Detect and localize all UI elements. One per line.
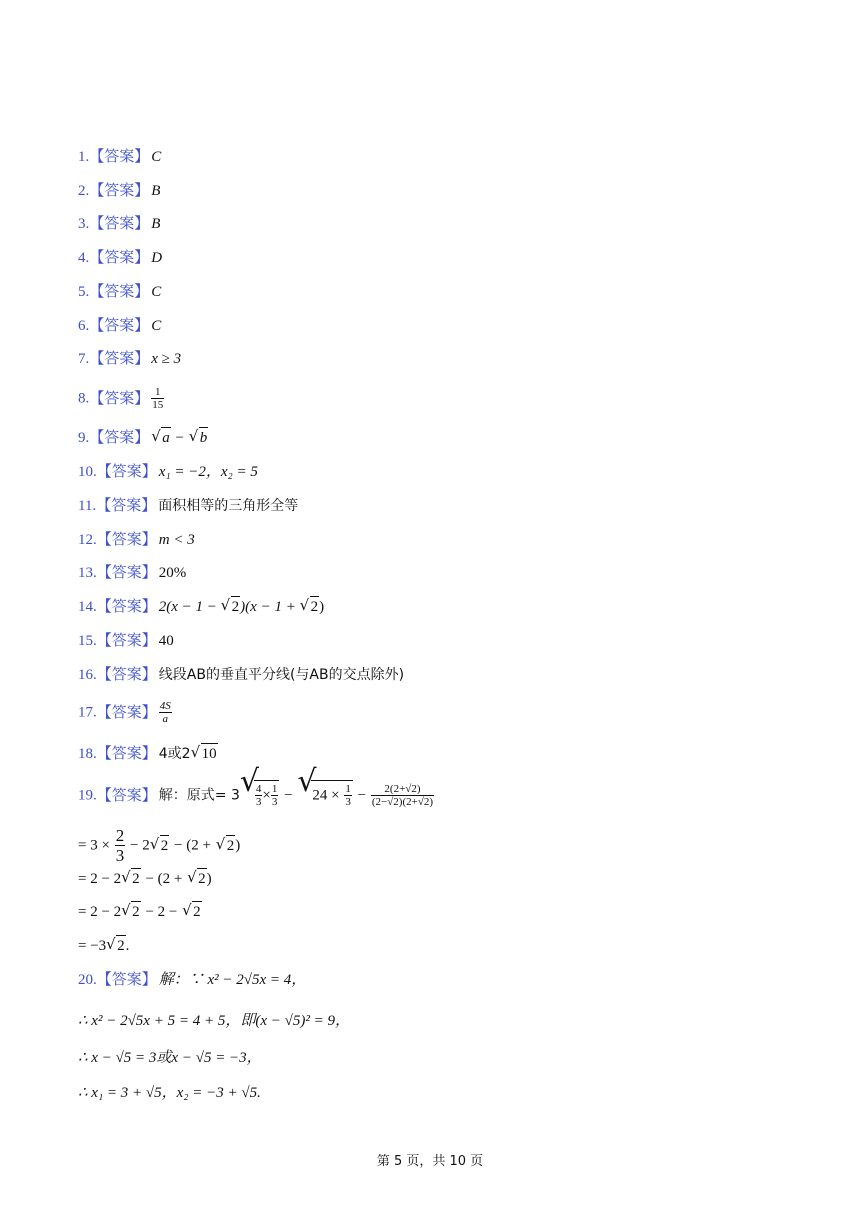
answer-text: C (151, 318, 162, 334)
item-number: 13. (78, 565, 97, 581)
answer-tag: 【答案】 (89, 250, 150, 266)
answer-text: 40 (158, 633, 174, 649)
minus-sign: − (175, 430, 185, 446)
answer-text: x₁ = −2，x₂ = 5 (158, 464, 258, 480)
item-number: 17. (78, 704, 97, 721)
item-number: 1. (78, 149, 90, 165)
answer-line-5 (78, 281, 161, 302)
answer-line-14 (78, 596, 324, 617)
answer-tag: 【答案】 (89, 183, 150, 199)
sqrt-2: √ 2 (121, 868, 141, 889)
answer-text: x ≥ 3 (151, 351, 182, 367)
answer-line-18 (78, 743, 218, 764)
answer-tag: 【答案】 (96, 498, 157, 514)
answer-tag: 【答案】 (89, 318, 150, 334)
item-number: 14. (78, 599, 97, 615)
answer-line-2 (78, 180, 160, 201)
answer-tag: 【答案】 (89, 216, 150, 232)
item-number: 2. (78, 183, 90, 199)
answer-text: 20% (158, 565, 187, 581)
answer-fraction (151, 386, 164, 411)
sqrt-2: √ 2 (187, 868, 207, 889)
answer-line-13 (78, 562, 186, 583)
page-footer: 第 5 页，共 10 页 (376, 1154, 484, 1169)
fraction-denominator: a (162, 713, 169, 725)
item-number: 7. (78, 351, 90, 367)
answer-line-11 (78, 495, 298, 516)
item-number: 18. (78, 746, 97, 762)
answer-tag: 【答案】 (89, 430, 150, 446)
step19-3: = 2 − 2√ 2 − 2 − √ 2 (78, 901, 202, 922)
answer-line-4 (78, 247, 162, 268)
answer-text: B (151, 183, 161, 199)
expr-part: )(x − 1 + (240, 599, 300, 615)
answer-tag: 【答案】 (96, 464, 157, 480)
expr-part: 4或2 (158, 746, 191, 762)
answer-tag: 【答案】 (89, 351, 150, 367)
answer-tag: 【答案】 (96, 633, 157, 649)
sqrt-product: √ 24 × $\frac{1}{3}$ (297, 780, 353, 808)
answer-line-19: 19.【答案】 解：原式= 3 √ $\frac{4}{3}$ × $\frac{1}{3}$ − √ 24 × $\frac{1}{3}$ − $\frac{2(2+√2)}{(2-√2)(2+√2)}$ (78, 780, 434, 808)
step19-4: = −3√ 2. (78, 935, 129, 956)
answer-tag: 【答案】 (96, 704, 157, 721)
item-number: 5. (78, 284, 90, 300)
step19-2: = 2 − 2√ 2 − (2 + √ 2) (78, 868, 212, 889)
answer-fraction (159, 700, 172, 725)
answer-text: C (151, 149, 162, 165)
answer-text: 解：∵ x² − 2√5x = 4， (158, 972, 307, 988)
answer-tag: 【答案】 (89, 390, 150, 407)
item-number: 4. (78, 250, 90, 266)
answer-line-12 (78, 529, 195, 550)
sqrt-2: √ 2 (106, 935, 126, 956)
step20-2: ∴ x − √5 = 3或x − √5 = −3， (78, 1050, 262, 1066)
fraction-numerator: 4S (159, 700, 171, 712)
item-number: 12. (78, 532, 97, 548)
sqrt-2: √ 2 (121, 901, 141, 922)
answer-tag: 【答案】 (96, 787, 157, 804)
expr-part: 2(x − 1 − (158, 599, 221, 615)
expr-part: ) (319, 599, 325, 615)
answer-line-20 (78, 969, 306, 990)
sqrt-10: √ 10 (191, 743, 218, 764)
sqrt-product: √ $\frac{4}{3}$ × $\frac{1}{3}$ (240, 780, 279, 808)
answer-text: C (151, 284, 162, 300)
item-number: 10. (78, 464, 97, 480)
item-number: 3. (78, 216, 90, 232)
step20-3: ∴ x₁ = 3 + √5，x₂ = −3 + √5. (78, 1085, 261, 1101)
fraction-denominator: 15 (152, 399, 164, 411)
item-number: 9. (78, 430, 90, 446)
item-number: 19. (78, 787, 97, 804)
item-number: 16. (78, 667, 97, 683)
fraction-numerator: 1 (151, 386, 164, 399)
answer-tag: 【答案】 (96, 599, 157, 615)
step20-1: ∴ x² − 2√5x + 5 = 4 + 5，即(x − √5)² = 9， (78, 1013, 350, 1029)
answer-line-3 (78, 213, 160, 234)
answer-tag: 【答案】 (89, 284, 150, 300)
fraction: $\frac{1}{3}$ (271, 783, 278, 808)
answer-tag: 【答案】 (96, 667, 157, 683)
step19-1: = 3 × $\frac{2}{3}$ − 2√ 2 − (2 + √ 2) (78, 826, 240, 865)
item-number: 8. (78, 390, 90, 407)
answer-text: 面积相等的三角形全等 (158, 498, 299, 514)
answer-text: D (151, 250, 163, 266)
fraction: $\frac{1}{3}$ (345, 783, 351, 808)
answer-line-10 (78, 461, 258, 482)
item-number: 20. (78, 972, 97, 988)
item-number: 15. (78, 633, 97, 649)
sqrt-b: √ b (189, 427, 209, 448)
expr-part: 解：原式= 3 (158, 787, 240, 804)
fraction-rationalize: $\frac{2(2+√2)}{(2-√2)(2+√2)}$ (371, 783, 434, 808)
answer-line-1 (78, 146, 161, 167)
sqrt-a: √ a (151, 427, 171, 448)
answer-line-7 (78, 348, 181, 369)
answer-text: 线段AB的垂直平分线(与AB的交点除外) (158, 667, 405, 683)
answer-tag: 【答案】 (96, 972, 157, 988)
answer-line-9 (78, 427, 208, 448)
sqrt-2: √ 2 (182, 901, 202, 922)
answer-line-6 (78, 315, 161, 336)
item-number: 6. (78, 318, 90, 334)
item-number: 11. (78, 498, 97, 514)
sqrt-2: √ 2 (216, 835, 236, 856)
answer-tag: 【答案】 (89, 149, 150, 165)
fraction: $\frac{2}{3}$ (115, 826, 125, 865)
answer-line-8 (78, 386, 164, 411)
sqrt-2: √ 2 (221, 596, 241, 617)
sqrt-2: √ 2 (300, 596, 320, 617)
sqrt-2: √ 2 (150, 835, 170, 856)
answer-line-17 (78, 700, 172, 725)
answer-tag: 【答案】 (96, 532, 157, 548)
answer-tag: 【答案】 (96, 746, 157, 762)
fraction: √ $\frac{4}{3}$ (255, 783, 262, 808)
answer-line-16 (78, 664, 404, 685)
answer-tag: 【答案】 (96, 565, 157, 581)
answer-text: m < 3 (158, 532, 195, 548)
answer-text: B (151, 216, 161, 232)
answer-line-15 (78, 630, 174, 651)
